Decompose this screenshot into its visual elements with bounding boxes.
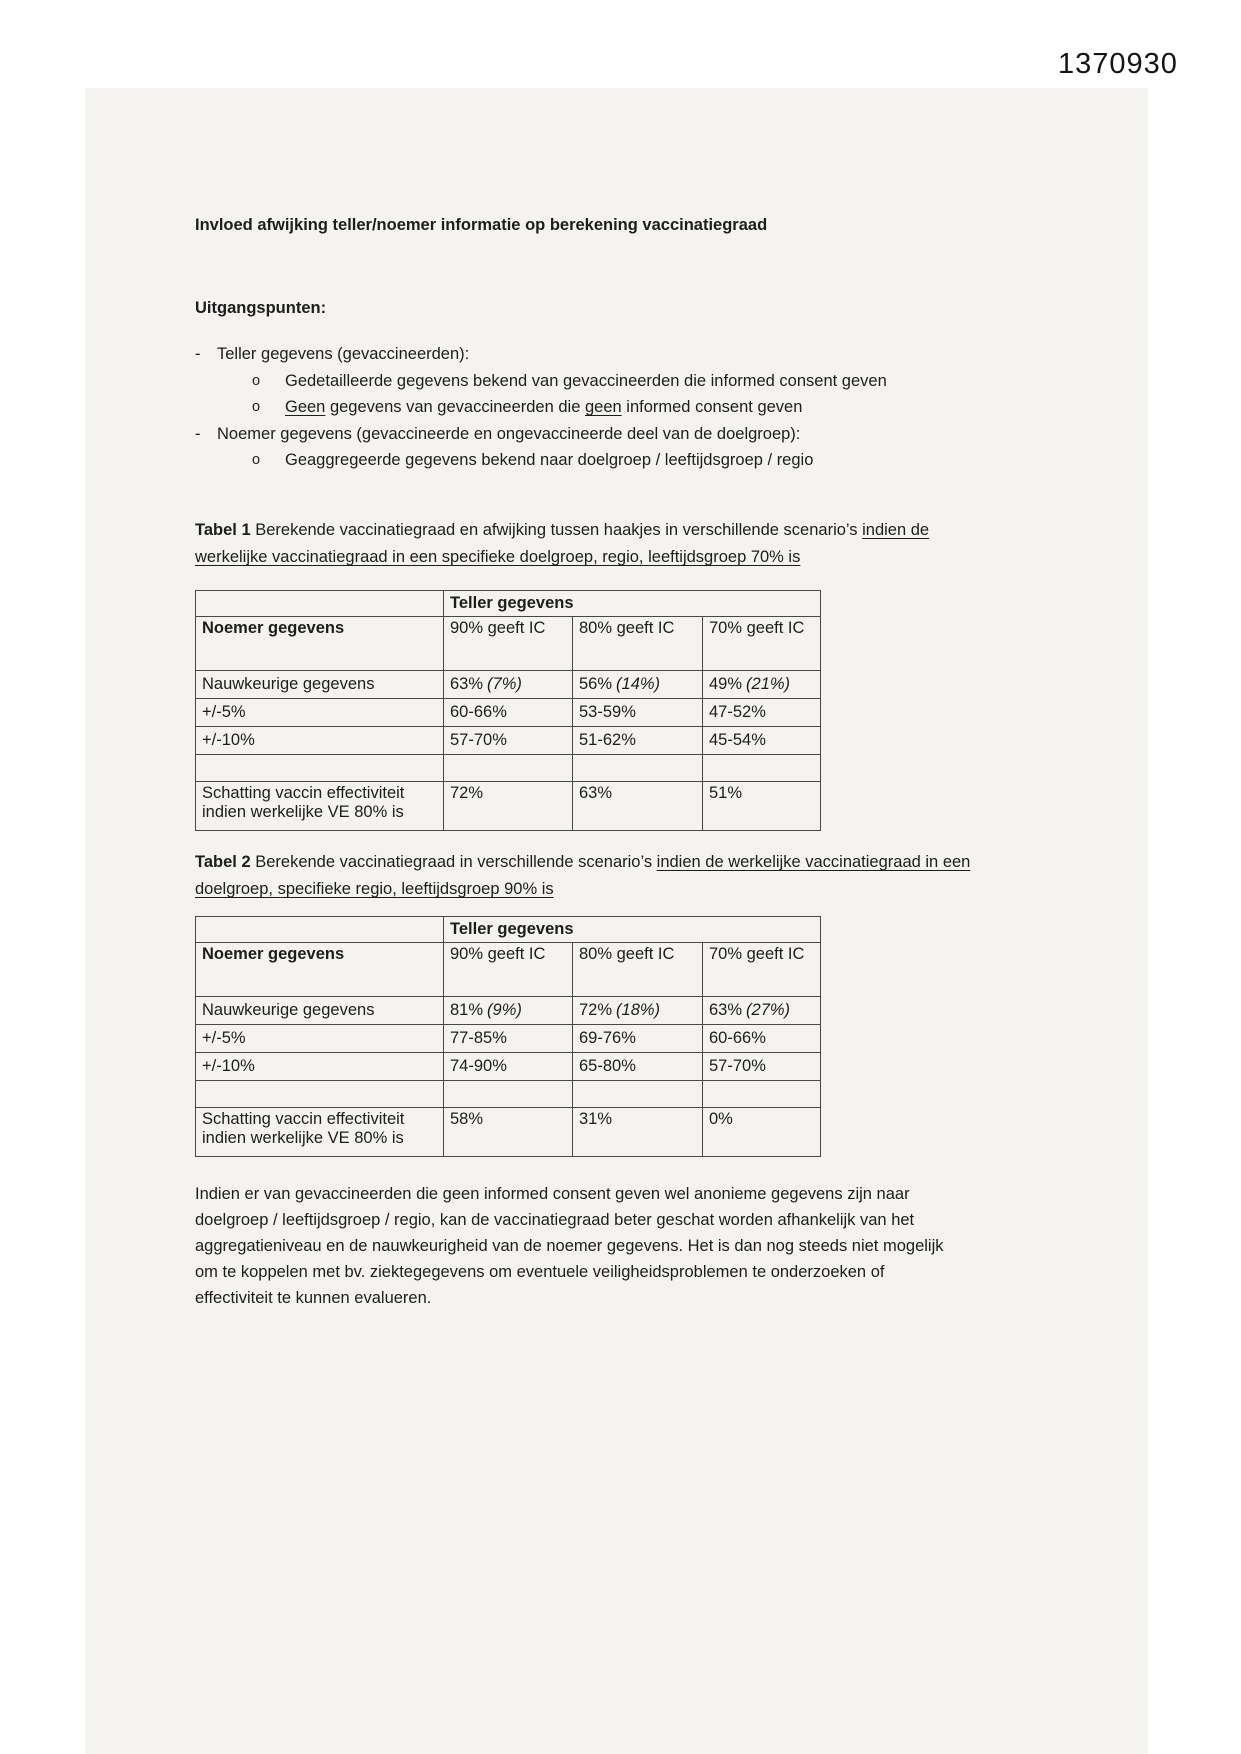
caption-underlined-text: indien de werkelijke vaccinatiegraad in een specifieke doelgroep, regio, leeftijdsgroep 70% is — [195, 521, 930, 566]
teller-gegevens-header-cell: Teller gegevens — [444, 591, 821, 617]
caption-label: Tabel 2 — [195, 853, 251, 871]
value-cell — [444, 671, 573, 699]
row-label-cell: +/-10% — [196, 727, 444, 755]
table-row — [196, 1108, 821, 1157]
list-item-text: Noemer gegevens (gevaccineerde en ongevaccineerde deel van de doelgroep): — [217, 424, 801, 443]
table-row — [196, 1053, 821, 1081]
value-cell: 74-90% — [444, 1053, 573, 1081]
list-item-text — [285, 394, 802, 421]
empty-cell — [444, 755, 573, 782]
value-cell: 0% — [703, 1108, 821, 1157]
document-title: Invloed afwijking teller/noemer informatie op berekening vaccinatiegraad — [195, 216, 768, 234]
value-cell — [444, 997, 573, 1025]
value-text: 63% — [450, 675, 484, 693]
row-label-cell: Schatting vaccin effectiviteit indien werkelijke VE 80% is — [196, 782, 444, 831]
list-subitem-gedetailleerd — [252, 368, 1025, 395]
tabel1 — [195, 590, 821, 831]
value-text: 49% — [709, 675, 743, 693]
underlined-word: Geen — [285, 398, 326, 416]
value-text: 81% — [450, 1001, 484, 1019]
deviation-note: (27%) — [746, 1001, 791, 1019]
column-header-cell: 90% geeft IC — [444, 617, 573, 671]
value-cell: 57-70% — [444, 727, 573, 755]
list-item-noemer — [195, 421, 1025, 448]
caption-underlined-text: indien de werkelijke vaccinatiegraad in een doelgroep, specifieke regio, leeftijdsgroep 90% is — [195, 853, 971, 898]
value-cell — [573, 997, 703, 1025]
value-cell: 69-76% — [573, 1025, 703, 1053]
column-header-cell: 90% geeft IC — [444, 943, 573, 997]
caption-text: Berekende vaccinatiegraad en afwijking tussen haakjes in verschillende scenario’s — [250, 521, 863, 539]
circle-bullet-marker: o — [252, 399, 261, 415]
teller-gegevens-header-cell: Teller gegevens — [444, 917, 821, 943]
column-header-cell: 70% geeft IC — [703, 943, 821, 997]
tabel2-caption — [195, 849, 1005, 903]
table-row — [196, 617, 821, 671]
text-fragment: gegevens van gevaccineerden die — [325, 398, 585, 416]
empty-cell — [703, 755, 821, 782]
empty-corner-cell — [196, 591, 444, 617]
empty-cell — [573, 755, 703, 782]
table-row-empty — [196, 1081, 821, 1108]
value-cell: 53-59% — [573, 699, 703, 727]
list-subitem-geen-gegevens — [252, 394, 1025, 421]
column-header-cell: 80% geeft IC — [573, 617, 703, 671]
value-cell — [703, 997, 821, 1025]
list-item-text: Gedetailleerde gegevens bekend van gevaccineerden die informed consent geven — [285, 371, 887, 390]
value-cell: 77-85% — [444, 1025, 573, 1053]
caption-text: Berekende vaccinatiegraad in verschillende scenario’s — [250, 853, 657, 871]
value-cell: 47-52% — [703, 699, 821, 727]
table-row — [196, 917, 821, 943]
list-subitem-geaggregeerd — [252, 447, 1025, 474]
dash-bullet-marker: - — [195, 345, 201, 363]
row-label-cell: Nauwkeurige gegevens — [196, 997, 444, 1025]
empty-cell — [444, 1081, 573, 1108]
uitgangspunten-heading: Uitgangspunten: — [195, 299, 327, 317]
table-row — [196, 782, 821, 831]
document-id-number: 1370930 — [1058, 48, 1178, 80]
column-header-cell: 70% geeft IC — [703, 617, 821, 671]
value-cell: 72% — [444, 782, 573, 831]
deviation-note: (18%) — [616, 1001, 661, 1019]
value-cell — [703, 671, 821, 699]
deviation-note: (9%) — [487, 1001, 522, 1019]
table-row — [196, 591, 821, 617]
value-text: 72% — [579, 1001, 613, 1019]
empty-cell — [196, 755, 444, 782]
row-label-cell: +/-10% — [196, 1053, 444, 1081]
value-cell: 63% — [573, 782, 703, 831]
list-item-text: Teller gegevens (gevaccineerden): — [217, 345, 470, 363]
noemer-gegevens-header-cell: Noemer gegevens — [196, 617, 444, 671]
table-row — [196, 1025, 821, 1053]
deviation-note: (21%) — [746, 675, 791, 693]
table-row — [196, 671, 821, 699]
empty-cell — [196, 1081, 444, 1108]
column-header-cell: 80% geeft IC — [573, 943, 703, 997]
list-item-teller — [195, 341, 1025, 368]
deviation-note: (7%) — [487, 675, 522, 693]
closing-paragraph: Indien er van gevaccineerden die geen informed consent geven wel anonieme gegevens zijn naar doelgroep / leeftijdsgroep / regio, kan de vaccinatiegraad beter geschat worden afhankelijk van het aggregatieniveau en de nauwkeurigheid van de noemer gegevens. Het is dan nog steeds niet mogelijk om te koppelen met bv. ziektegegevens om eventuele veiligheidsproblemen te onderzoeken of effectiviteit te kunnen evalueren. — [195, 1185, 944, 1307]
underlined-word: geen — [584, 398, 622, 416]
value-text: 56% — [579, 675, 613, 693]
dash-bullet-marker: - — [195, 424, 201, 443]
row-label-cell: Schatting vaccin effectiviteit indien werkelijke VE 80% is — [196, 1108, 444, 1157]
value-text: 63% — [709, 1001, 743, 1019]
circle-bullet-marker: o — [252, 452, 261, 468]
tabel1-caption — [195, 517, 1005, 571]
empty-cell — [703, 1081, 821, 1108]
value-cell: 51-62% — [573, 727, 703, 755]
empty-corner-cell — [196, 917, 444, 943]
list-item-text: Geaggregeerde gegevens bekend naar doelgroep / leeftijdsgroep / regio — [285, 451, 814, 469]
deviation-note: (14%) — [616, 675, 661, 693]
value-cell: 31% — [573, 1108, 703, 1157]
table-row-empty — [196, 755, 821, 782]
tabel2 — [195, 916, 821, 1157]
row-label-cell: +/-5% — [196, 1025, 444, 1053]
value-cell: 65-80% — [573, 1053, 703, 1081]
value-cell: 57-70% — [703, 1053, 821, 1081]
value-cell — [573, 671, 703, 699]
table-row — [196, 997, 821, 1025]
value-cell: 45-54% — [703, 727, 821, 755]
value-cell: 51% — [703, 782, 821, 831]
table-row — [196, 727, 821, 755]
empty-cell — [573, 1081, 703, 1108]
circle-bullet-marker: o — [252, 372, 261, 389]
caption-label: Tabel 1 — [195, 521, 251, 539]
table-row — [196, 943, 821, 997]
value-cell: 58% — [444, 1108, 573, 1157]
uitgangspunten-list — [195, 341, 1025, 474]
table-row — [196, 699, 821, 727]
noemer-gegevens-header-cell: Noemer gegevens — [196, 943, 444, 997]
text-fragment: informed consent geven — [621, 398, 803, 416]
value-cell: 60-66% — [444, 699, 573, 727]
row-label-cell: +/-5% — [196, 699, 444, 727]
value-cell: 60-66% — [703, 1025, 821, 1053]
row-label-cell: Nauwkeurige gegevens — [196, 671, 444, 699]
